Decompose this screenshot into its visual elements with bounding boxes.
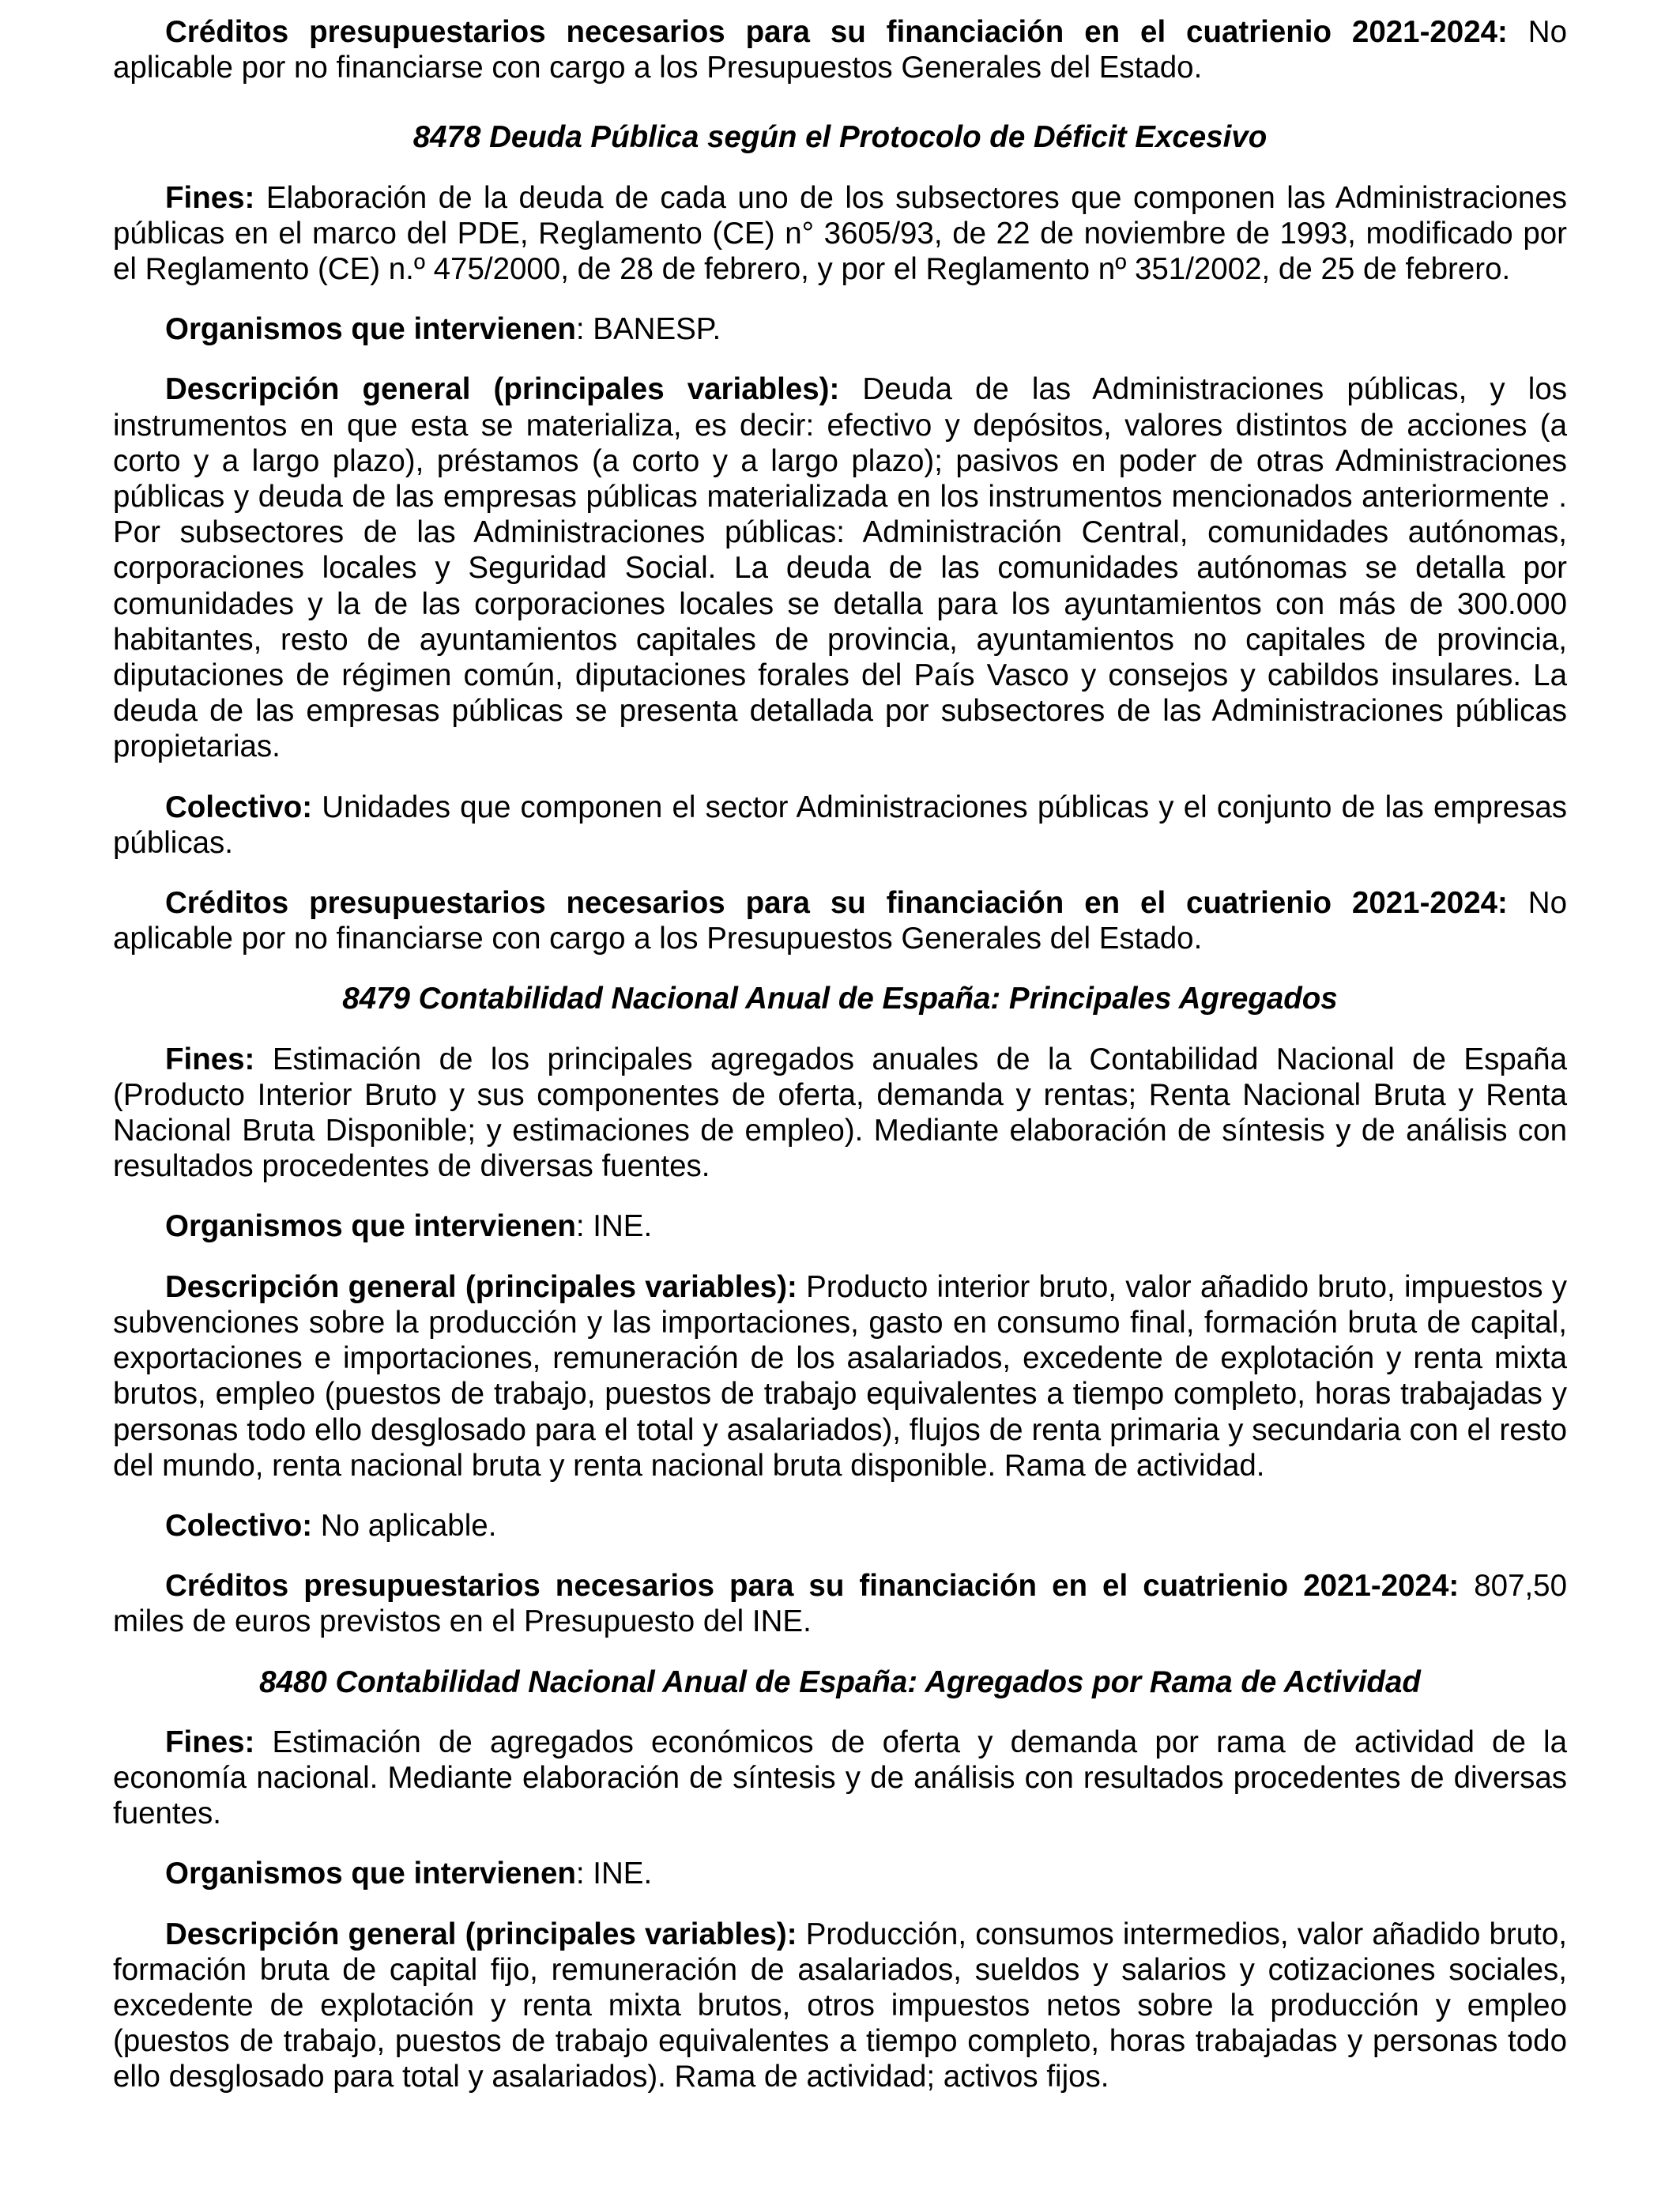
fines-text: Elaboración de la deuda de cada uno de los subsectores que componen las Administraciones públicas en el marco del PDE, Reglamento (CE) n° 3605/93, de 22 de noviembre de 1993, modificado por el Reglamento (CE) n.º 475/2000, de 28 de febrero, y por el Reglamento nº 351/2002, de 25 de febrero. bbox=[113, 180, 1567, 287]
colectivo-text: Unidades que componen el sector Administraciones públicas y el conjunto de las empresas públicas. bbox=[113, 790, 1567, 860]
organismos-paragraph bbox=[113, 311, 1567, 347]
section-title-8478: 8478 Deuda Pública según el Protocolo de Déficit Excesivo bbox=[412, 120, 1268, 155]
organismos-label: Organismos que intervienen bbox=[165, 312, 576, 347]
document-page bbox=[113, 14, 1567, 2120]
descripcion-label: Descripción general (principales variables): bbox=[165, 1269, 797, 1304]
creditos-text: No aplicable por no financiarse con cargo a los Presupuestos Generales del Estado. bbox=[113, 886, 1567, 956]
descripcion-paragraph bbox=[113, 1269, 1567, 1483]
colectivo-paragraph bbox=[113, 790, 1567, 861]
fines-text: Estimación de agregados económicos de oferta y demanda por rama de actividad de la economía nacional. Mediante elaboración de síntesis y de análisis con resultados procedentes de diversas fuentes. bbox=[113, 1725, 1567, 1831]
creditos-label: Créditos presupuestarios necesarios para su financiación en el cuatrienio 2021-2024: bbox=[165, 15, 1508, 49]
fines-paragraph bbox=[113, 180, 1567, 288]
descripcion-paragraph bbox=[113, 371, 1567, 764]
fines-paragraph bbox=[113, 1042, 1567, 1185]
fines-paragraph bbox=[113, 1725, 1567, 1832]
creditos-label: Créditos presupuestarios necesarios para su financiación en el cuatrienio 2021-2024: bbox=[165, 1569, 1460, 1604]
colectivo-label: Colectivo: bbox=[165, 790, 313, 824]
organismos-label: Organismos que intervienen bbox=[165, 1857, 576, 1891]
organismos-paragraph bbox=[113, 1856, 1567, 1891]
organismos-text: : INE. bbox=[575, 1857, 653, 1891]
creditos-paragraph bbox=[113, 14, 1567, 85]
organismos-paragraph bbox=[113, 1208, 1567, 1244]
creditos-text: 807,50 miles de euros previstos en el Presupuesto del INE. bbox=[113, 1569, 1567, 1639]
organismos-label: Organismos que intervienen bbox=[165, 1209, 576, 1244]
descripcion-paragraph bbox=[113, 1917, 1567, 2095]
descripcion-text: Producto interior bruto, valor añadido bruto, impuestos y subvenciones sobre la producción y las importaciones, gasto en consumo final, formación bruta de capital, exportaciones e importaciones, remuneración de los asalariados, excedente de explotación y renta mixta brutos, empleo (puestos de trabajo, puestos de trabajo equivalentes a tiempo completo, horas trabajadas y personas todo ello desglosado para el total y asalariados), flujos de renta primaria y secundaria con el resto del mundo, renta nacional bruta y renta nacional bruta disponible. Rama de actividad. bbox=[113, 1269, 1568, 1483]
section-title-8479: 8479 Contabilidad Nacional Anual de España: Principales Agregados bbox=[342, 982, 1338, 1016]
descripcion-text: Producción, consumos intermedios, valor añadido bruto, formación bruta de capital fijo, remuneración de asalariados, sueldos y salarios y cotizaciones sociales, excedente de explotación y renta mixta brutos, otros impuestos netos sobre la producción y empleo (puestos de trabajo, puestos de trabajo equivalentes a tiempo completo, horas trabajadas y personas todo ello desglosado para total y asalariados). Rama de actividad; activos fijos. bbox=[113, 1917, 1567, 2094]
organismos-text: : INE. bbox=[575, 1209, 653, 1244]
descripcion-text: Deuda de las Administraciones públicas, y los instrumentos en que esta se materializa, es decir: efectivo y depósitos, valores distintos de acciones (a corto y a largo plazo), préstamos (a corto y a largo plazo); pasivos en poder de otras Administraciones públicas y deuda de las empresas públicas materializada en los instrumentos mencionados anteriormente . Por subsectores de las Administraciones públicas: Administración Central, comunidades autónomas, corporaciones locales y Seguridad Social. La deuda de las comunidades autónomas se detalla por comunidades y la de las corporaciones locales se detalla para los ayuntamientos con más de 300.000 habitantes, resto de ayuntamientos capitales de provincia, ayuntamientos no capitales de provincia, diputaciones de régimen común, diputaciones forales del País Vasco y consejos y cabildos insulares. La deuda de las empresas públicas se presenta detallada por subsectores de las Administraciones públicas propietarias. bbox=[113, 372, 1567, 764]
colectivo-label: Colectivo: bbox=[165, 1508, 313, 1543]
descripcion-label: Descripción general (principales variables): bbox=[165, 1917, 797, 1951]
colectivo-text: No aplicable. bbox=[312, 1508, 497, 1543]
organismos-text: : BANESP. bbox=[575, 312, 721, 347]
section-title-8480: 8480 Contabilidad Nacional Anual de España: Agregados por Rama de Actividad bbox=[259, 1664, 1421, 1699]
descripcion-label: Descripción general (principales variables): bbox=[165, 372, 840, 407]
fines-label: Fines: bbox=[165, 1725, 255, 1759]
fines-text: Estimación de los principales agregados anuales de la Contabilidad Nacional de España (Producto Interior Bruto y sus componentes de oferta, demanda y rentas; Renta Nacional Bruta y Renta Nacional Bruta Disponible; y estimaciones de empleo). Mediante elaboración de síntesis y de análisis con resultados procedentes de diversas fuentes. bbox=[113, 1042, 1567, 1184]
creditos-paragraph bbox=[113, 885, 1567, 956]
fines-label: Fines: bbox=[165, 1042, 255, 1076]
creditos-paragraph bbox=[113, 1568, 1567, 1639]
colectivo-paragraph bbox=[113, 1508, 1567, 1544]
creditos-label: Créditos presupuestarios necesarios para su financiación en el cuatrienio 2021-2024: bbox=[165, 886, 1508, 921]
fines-label: Fines: bbox=[165, 180, 255, 215]
creditos-text: No aplicable por no financiarse con cargo a los Presupuestos Generales del Estado. bbox=[113, 15, 1567, 85]
